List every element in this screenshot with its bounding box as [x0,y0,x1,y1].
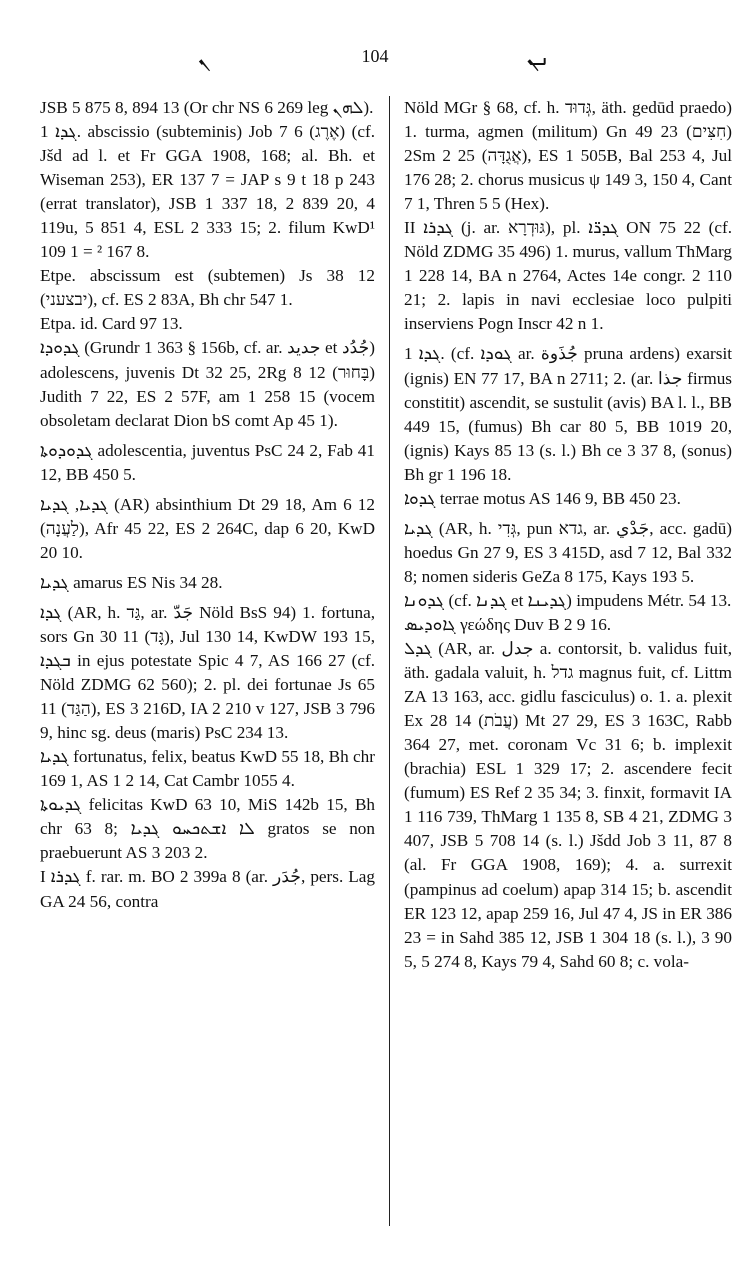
dictionary-entry: ܓܐܘܕܝܣ γεώδης Duv B 2 9 16. [404,614,612,634]
dictionary-entry: ܓܕܐ 1. abscissio (subteminis) Job 7 6 (אֶרֶג) (cf. Jšd ad l. et Fr GGA 1908, 168; al. Bh. et Wiseman 253), ER 137 7 = JAP s 9 t 18 p 243 (errat translator), JSB 1 337 18, 2 839 20, 4 119u, 5 851 4, ESL 2 333 15; 2. filum KwD¹ 109 1 = ² 167 8. [40,122,376,262]
dictionary-entry: Nöld MGr § 68, cf. h. גְּדוּד, äth. gedūd praedo) 1. turma, agmen (militum) Gn 49 23 (חִצִּים) 2Sm 2 25 (אֲגֻדָּה), ES 1 505B, Bal 253 4, Jul 176 28; 2. chorus musicus ψ 149 3, 150 4, Cant 7 1, Thren 5 5 (Hex). [404,98,733,214]
dictionary-entry: ܓܕܐ 1. (cf. ܓܘܕܐ ar. جُذَوة pruna ardens) exarsit (ignis) EN 77 17, BA n 2711; 2. (ar. جذا firmus constitit) ascendit, se sustulit (avis) BA l. l., BB 449 15, (fumus) Bh car 80 5, BB 1019 20, (ignis) Kays 85 13 (s. l.) Bh ce 3 37 8, (sonus) Bh gr 1 196 18. [404,344,733,484]
column-divider [389,96,390,1226]
dictionary-entry: JSB 5 875 8, 894 13 (Or chr NS 6 269 leg ܠܗܢ). [40,98,374,117]
page-header [0,44,750,76]
dictionary-entry: ܓܕܘܐ terrae motus AS 146 9, BB 450 23. [404,488,681,508]
page-number: 104 [361,46,389,66]
header-catchword-right: ܢܢ [527,46,550,71]
dictionary-entry: ܓܕܝܐ fortunatus, felix, beatus KwD 55 18, Bh chr 169 1, AS 1 2 14, Cat Cambr 1055 4. [40,747,375,791]
header-catchword-left: ܢ [198,46,211,71]
dictionary-entry: ܓܕܝܐ, ܓܕܝܐ (AR) absinthium Dt 29 18, Am 6 12 (לַעֲנָה), Afr 45 22, ES 2 264C, dap 6 20, KwD 20 10. [40,494,375,562]
left-column [40,96,375,914]
dictionary-entry: ܓܕܐ (AR, h. גַּד, ar. جَدّ Nöld BsS 94) 1. fortuna, sors Gn 30 11 (גָּד), Jul 130 14, KwDW 193 15, ܒܓܕܐ in ejus potestate Spic 4 7, AS 166 27 (cf. Nöld ZDMG 62 560); 2. pl. dei fortunae Js 65 11 (הַגַּד), ES 3 216D, IA 2 210 v 127, JSB 3 796 9, hinc sg. deus (maris) PsC 234 13. [40,602,375,743]
dictionary-entry: Etpa. id. Card 97 13. [40,314,183,334]
dictionary-entry: ܓܕܝܘܬܐ felicitas KwD 63 10, MiS 142b 15, Bh chr 63 8; ܠܐ ܐܫܬܟܚܘ ܓܕܝܐ gratos se non praebuerunt AS 3 203 2. [40,795,375,863]
dictionary-entry: ܓܕܘܕܘܬܐ adolescentia, juventus PsC 24 2, Fab 41 12, BB 450 5. [40,440,375,484]
dictionary-entry: ܓܕܘܕܐ (Grundr 1 363 § 156b, cf. ar. جديد et جُدُد) adolescens, juvenis Dt 32 25, 2Rg 8 12 (בָּחוּר) Judith 7 22, ES 2 57F, am 1 258 15 (vocem obsoletam declarat Dion bS comt Ap 45 1). [40,338,376,430]
dictionary-entry: ܓܕܘܢܐ (cf. ܓܕܢܐ et ܓܕܝܢܐ) impudens Métr. 54 13. [404,590,732,610]
dictionary-entry: Etpe. abscissum est (subtemen) Js 38 12 (יבצעני), cf. ES 2 83A, Bh chr 547 1. [40,266,375,310]
right-column [404,96,732,974]
dictionary-entry: ܓܕܝܐ amarus ES Nis 34 28. [40,572,223,592]
dictionary-entry: ܓܕܠ (AR, ar. جدل a. contorsit, b. validus fuit, äth. gadala valuit, h. גדל magnus fuit, cf. Littm ZA 13 163, acc. gidlu fasciculus) o. 1. a. plexit Ex 28 14 (עֲבֹת) Mt 27 29, ES 3 163C, Rabb 364 27, met. coronam Vc 31 6; b. implexit (brachia) ESL 1 329 17; 2. ascendere fecit (fumum) ES Ref 2 35 34; 3. finxit, formavit IA 1 116 739, ThMarg 1 135 8, SB 4 21, ZDMG 3 407, JSB 5 708 14 (s. l.) Jšdd Job 3 11, 87 8 (al. Fr GGA 1908, 169); 4. a. surrexit (pampinus ad coelum) apap 314 15; b. ascendit ER 123 12, apap 259 16, Jul 47 4, JS in ER 386 23 = in Sahd 385 12, JSB 1 304 18 (s. l.), 3 90 5, 5 274 8, Kays 79 4, Sahd 60 8; c. vola- [404,639,732,971]
dictionary-entry: I ܓܕܪܐ f. rar. m. BO 2 399a 8 (ar. جُدَر, pers. Lag GA 24 56, contra [40,867,375,911]
dictionary-entry: II ܓܕܪܐ (j. ar. גּוּדְרָא), pl. ܓܕܪ̈ܐ ON 75 22 (cf. Nöld ZDMG 35 496) 1. murus, vallum ThMarg 1 228 14, BA n 2764, Actes 14e congr. 2 110 21; 2. lapis in navi ecclesiae loco pulpiti inserviens Pogn Inscr 42 n 1. [404,218,733,334]
dictionary-entry: ܓܕܝܐ (AR, h. גְּדִי, pun גדא, ar. جَدْي, acc. gadū) hoedus Gn 27 9, ES 3 415D, asd 7 12, Bal 332 8; nomen sideris GeZa 8 175, Kays 193 5. [404,518,733,586]
